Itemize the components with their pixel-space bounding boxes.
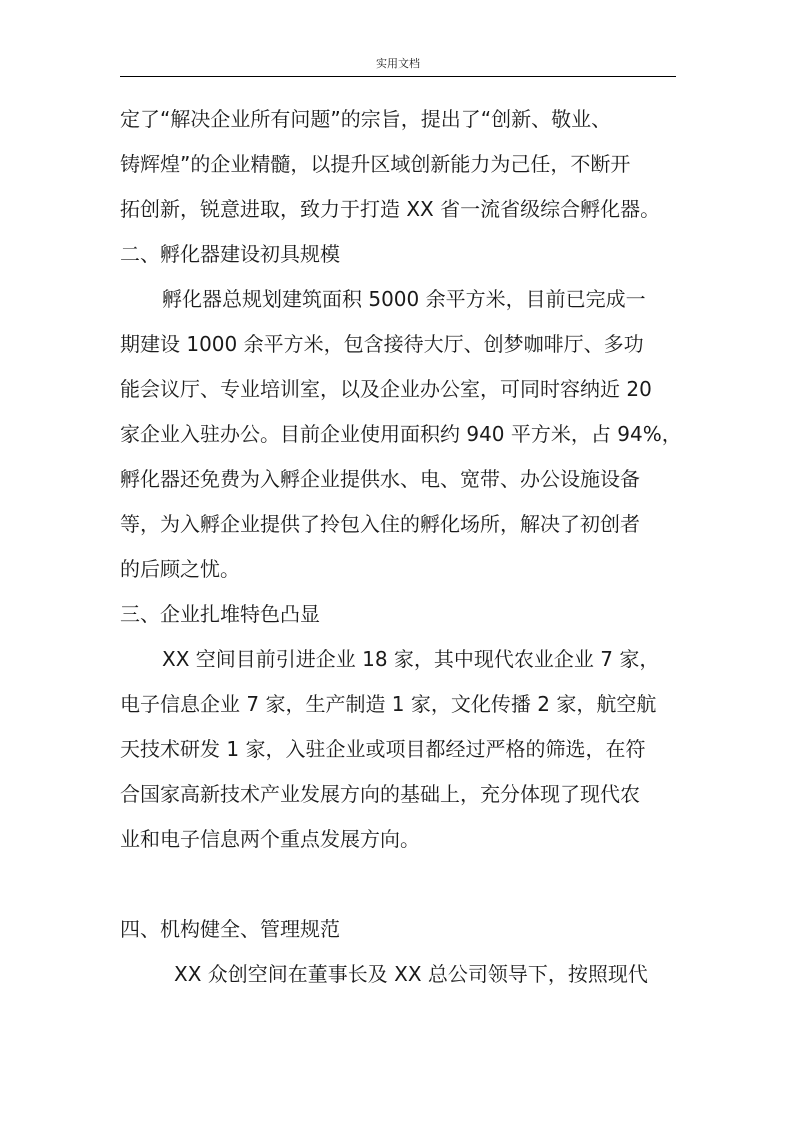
section-heading: 四、机构健全、管理规范 <box>120 917 340 941</box>
section-heading: 二、孵化器建设初具规模 <box>120 242 340 266</box>
page-header <box>120 56 676 77</box>
paragraph-line: 能会议厅、专业培训室，以及企业办公室，可同时容纳近 20 <box>120 377 652 401</box>
paragraph-line: 期建设 1000 余平方米，包含接待大厅、创梦咖啡厅、多功 <box>120 332 644 356</box>
paragraph-line: 等，为入孵企业提供了拎包入住的孵化场所，解决了初创者 <box>120 512 640 536</box>
paragraph-line: 的后顾之忧。 <box>120 557 240 581</box>
paragraph-line: 孵化器还免费为入孵企业提供水、电、宽带、办公设施设备 <box>120 467 640 491</box>
paragraph-line: 孵化器总规划建筑面积 5000 余平方米，目前已完成一 <box>162 287 646 311</box>
paragraph-line: 拓创新，锐意进取，致力于打造 XX 省一流省级综合孵化器。 <box>120 197 661 221</box>
paragraph-line: 电子信息企业 7 家，生产制造 1 家，文化传播 2 家，航空航 <box>120 692 657 716</box>
section-heading: 三、企业扎堆特色凸显 <box>120 602 320 626</box>
paragraph-line: 家企业入驻办公。目前企业使用面积约 940 平方米，占 94%， <box>120 422 682 446</box>
paragraph-line: 铸辉煌”的企业精髓，以提升区域创新能力为己任，不断开 <box>120 152 631 176</box>
paragraph-line: XX 空间目前引进企业 18 家，其中现代农业企业 7 家， <box>162 647 660 671</box>
blank-line <box>120 862 676 907</box>
header-title: 实用文档 <box>376 57 420 70</box>
paragraph-line: XX 众创空间在董事长及 XX 总公司领导下，按照现代 <box>174 962 648 986</box>
document-body <box>120 97 682 997</box>
paragraph-line: 业和电子信息两个重点发展方向。 <box>120 827 420 851</box>
paragraph-line: 定了“解决企业所有问题”的宗旨，提出了“创新、敬业、 <box>120 107 612 131</box>
paragraph-line: 天技术研发 1 家，入驻企业或项目都经过严格的筛选，在符 <box>120 737 646 761</box>
paragraph-line: 合国家高新技术产业发展方向的基础上，充分体现了现代农 <box>120 782 640 806</box>
